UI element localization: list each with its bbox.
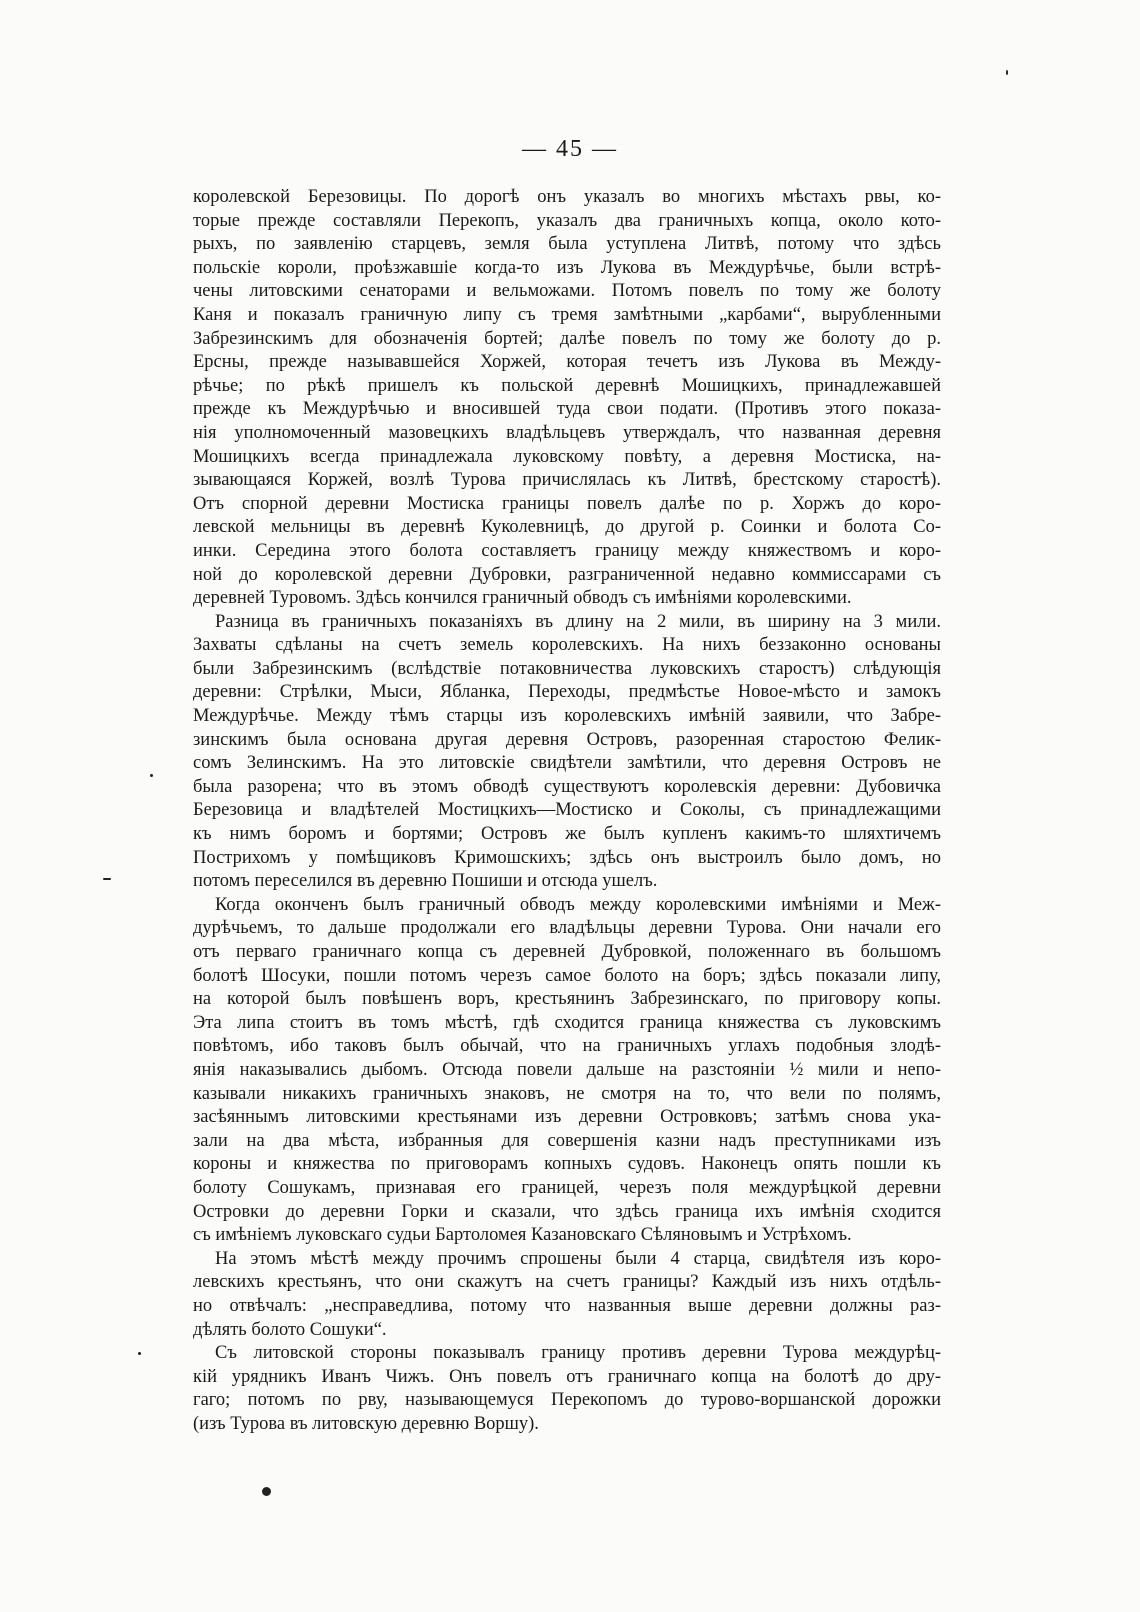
- text-line: На этомъ мѣстѣ между прочимъ спрошены были 4 старца, свидѣтеля изъ коро-: [215, 1248, 941, 1269]
- text-line: дурѣчьемъ, то дальше продолжали его владѣльцы деревни Турова. Они начали его: [193, 918, 941, 939]
- text-line: Съ литовской стороны показывалъ границу противъ деревни Турова междурѣц-: [215, 1343, 941, 1364]
- text-line: нія уполномоченный мазовецкихъ владѣльцевъ утверждалъ, что названная деревня: [193, 422, 941, 443]
- text-line: дѣлять болото Сошуки“.: [193, 1319, 387, 1340]
- text-line: деревней Туровомъ. Здѣсь кончился граничный обводъ съ имѣніями королевскими.: [193, 588, 852, 609]
- text-line: Забрезинскимъ для обозначенія бортей; далѣе повелъ по тому же болоту до р.: [193, 328, 941, 349]
- scan-speck: [103, 878, 111, 880]
- text-line: рыхъ, по заявленію старцевъ, земля была уступлена Литвѣ, потому что здѣсь: [193, 234, 941, 255]
- text-line: потомъ переселился въ деревню Пошиши и отсюда ушелъ.: [193, 871, 658, 892]
- text-line: Березовица и владѣтелей Мостицкихъ—Мостиско и Соколы, съ принадлежащими: [193, 800, 941, 821]
- text-line: кій урядникъ Иванъ Чижъ. Онъ повелъ отъ граничнаго копца на болотѣ до дру-: [193, 1366, 941, 1387]
- text-line: гаго; потомъ по рву, называющемуся Перекопомъ до турово-воршанской дорожки: [193, 1390, 941, 1411]
- text-line: сомъ Зелинскимъ. На это литовскіе свидѣтели замѣтили, что деревня Островъ не: [193, 753, 941, 774]
- text-line: но отвѣчалъ: „несправедлива, потому что названныя выше деревни должны раз-: [193, 1295, 941, 1316]
- scan-speck: [262, 1487, 271, 1496]
- text-line: къ нимъ боромъ и бортями; Островъ же былъ купленъ какимъ-то шляхтичемъ: [193, 824, 941, 845]
- text-line: деревни: Стрѣлки, Мыси, Ябланка, Переходы, предмѣстье Новое-мѣсто и замокъ: [193, 682, 941, 703]
- text-line: повѣтомъ, ибо таковъ былъ обычай, что на граничныхъ углахъ подобныя злодѣ-: [193, 1036, 941, 1057]
- text-line: зали на два мѣста, избранныя для совершенія казни надъ преступниками изъ: [193, 1130, 941, 1151]
- text-line: были Забрезинскимъ (вслѣдствіе потаковничества луковскихъ старостъ) слѣдующія: [193, 658, 941, 679]
- text-line: рѣчье; по рѣкѣ пришелъ къ польской деревнѣ Мошицкихъ, принадлежавшей: [193, 375, 941, 396]
- text-line: Отъ спорной деревни Мостиска границы повелъ далѣе по р. Хоржъ до коро-: [193, 493, 941, 514]
- scan-speck: [150, 774, 153, 777]
- text-line: прежде къ Междурѣчью и вносившей туда свои подати. (Противъ этого показа-: [193, 399, 941, 420]
- text-line: торые прежде составляли Перекопъ, указалъ два граничныхъ копца, около кото-: [193, 210, 941, 231]
- text-line: зинскимъ была основана другая деревня Островъ, разоренная старостою Фелик-: [193, 729, 941, 750]
- text-line: на которой былъ повѣшенъ воръ, крестьянинъ Забрезинскаго, по приговору копы.: [193, 989, 941, 1010]
- text-line: инки. Середина этого болота составляетъ границу между княжествомъ и коро-: [193, 540, 941, 561]
- text-line: Ерсны, прежде называвшейся Хоржей, которая течетъ изъ Лукова въ Междy-: [193, 352, 941, 373]
- text-line: левской мельницы въ деревнѣ Куколевницѣ, до другой р. Соинки и болота Со-: [193, 517, 941, 538]
- text-line: съ имѣніемъ луковскаго судьи Бартоломея Казановскаго Сѣляновымъ и Устрѣхомъ.: [193, 1225, 852, 1246]
- text-line: болоту Сошукамъ, признавая его границей, черезъ поля междурѣцкой деревни: [193, 1177, 941, 1198]
- text-line: была разорена; что въ этомъ обводѣ существуютъ королевскія деревни: Дубовичка: [193, 776, 941, 797]
- scan-speck: [1006, 70, 1008, 75]
- text-line: Эта липа стоитъ въ томъ мѣстѣ, гдѣ сходится граница княжества съ луковскимъ: [193, 1012, 941, 1033]
- page-number: — 45 —: [522, 136, 618, 162]
- text-line: засѣяннымъ литовскими крестьянами изъ деревни Островковъ; затѣмъ снова ука-: [193, 1107, 941, 1128]
- text-line: Захваты сдѣланы на счетъ земель королевскихъ. На нихъ беззаконно основаны: [193, 635, 941, 656]
- text-line: королевской Березовицы. По дорогѣ онъ указалъ во многихъ мѣстахъ рвы, ко-: [193, 187, 941, 207]
- text-line: Когда оконченъ былъ граничный обводъ между королевскими имѣніями и Меж-: [215, 894, 941, 915]
- text-line: Каня и показалъ граничную липу съ тремя замѣтными „карбами“, вырубленными: [193, 304, 941, 325]
- scan-speck: [138, 1352, 141, 1355]
- text-line: Мошицкихъ всегда принадлежала луковскому повѣту, а деревня Мостиска, на-: [193, 446, 941, 467]
- text-line: чены литовскими сенаторами и вельможами. Потомъ повелъ по тому же болоту: [193, 281, 941, 302]
- text-line: польскіе короли, проѣзжавшіе когда-то изъ Лукова въ Междурѣчье, были встрѣ-: [193, 257, 941, 278]
- text-line: отъ перваго граничнаго копца съ деревней Дубровкой, положеннаго въ большомъ: [193, 942, 941, 962]
- text-line: (изъ Турова въ литовскую деревню Воршу).: [193, 1413, 539, 1434]
- text-line: короны и княжества по приговорамъ копныхъ судовъ. Наконецъ опять пошли къ: [193, 1154, 941, 1175]
- text-line: казывали никакихъ граничныхъ знаковъ, не смотря на то, что вели по полямъ,: [193, 1083, 941, 1104]
- text-line: ной до королевской деревни Дубровки, разграниченной недавно коммиссарами съ: [193, 564, 941, 585]
- text-line: Пострихомъ у помѣщиковъ Кримошскихъ; здѣсь онъ выстроилъ было домъ, но: [193, 847, 941, 868]
- text-line: Разница въ граничныхъ показаніяхъ въ длину на 2 мили, въ ширину на 3 мили.: [215, 611, 941, 632]
- body-text: [193, 186, 941, 1436]
- text-line: болотѣ Шосуки, пошли потомъ черезъ самое болото на боръ; здѣсь показали липу,: [193, 965, 941, 986]
- text-line: Междурѣчье. Между тѣмъ старцы изъ королевскихъ имѣній заявили, что Забре-: [193, 706, 941, 727]
- text-line: янія наказывались дыбомъ. Отсюда повели дальше на разстояніи ½ мили и непо-: [193, 1059, 941, 1080]
- text-line: левскихъ крестьянъ, что они скажутъ на счетъ границы? Каждый изъ нихъ отдѣль-: [193, 1272, 941, 1293]
- text-line: зывающаяся Коржей, возлѣ Турова причислялась къ Литвѣ, брестскому старостѣ).: [193, 470, 941, 491]
- text-line: Островки до деревни Горки и сказали, что здѣсь граница ихъ имѣнія сходится: [193, 1201, 941, 1222]
